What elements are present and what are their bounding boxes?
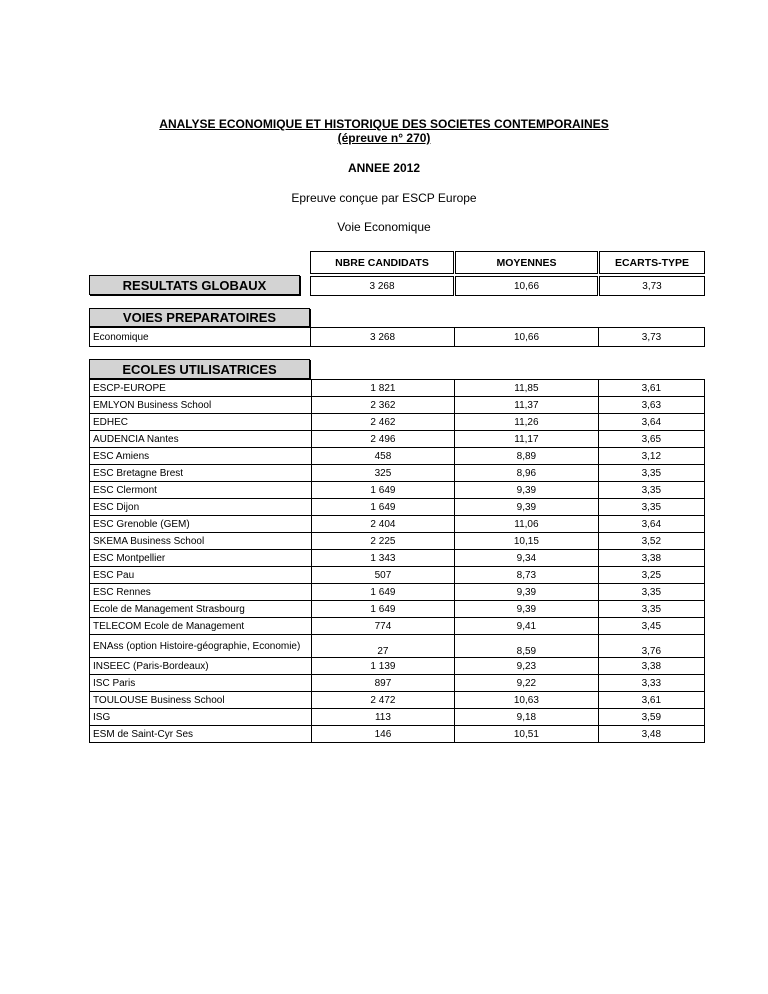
school-candidats: 2 404 <box>311 516 454 533</box>
school-ecart: 3,76 <box>598 635 704 658</box>
school-ecart: 3,64 <box>598 414 704 431</box>
school-candidats: 1 821 <box>311 380 454 397</box>
school-moyenne: 11,26 <box>455 414 598 431</box>
table-row <box>90 550 705 567</box>
school-ecart: 3,35 <box>598 601 704 618</box>
table-row <box>90 618 705 635</box>
school-candidats: 27 <box>311 635 454 658</box>
school-candidats: 774 <box>311 618 454 635</box>
table-row <box>90 635 705 658</box>
school-candidats: 325 <box>311 465 454 482</box>
school-ecart: 3,48 <box>598 726 704 743</box>
table-row <box>90 584 705 601</box>
school-moyenne: 11,85 <box>455 380 598 397</box>
voie-candidats: 3 268 <box>310 327 455 347</box>
global-ecart: 3,73 <box>599 276 705 296</box>
table-row <box>90 692 705 709</box>
school-moyenne: 11,17 <box>455 431 598 448</box>
school-ecart: 3,35 <box>598 465 704 482</box>
school-moyenne: 9,39 <box>455 499 598 516</box>
school-ecart: 3,25 <box>598 567 704 584</box>
school-moyenne: 8,73 <box>455 567 598 584</box>
table-row <box>90 567 705 584</box>
school-candidats: 1 649 <box>311 499 454 516</box>
voie-moyenne: 10,66 <box>454 327 599 347</box>
school-moyenne: 10,51 <box>455 726 598 743</box>
col-header-moyennes: MOYENNES <box>455 251 598 274</box>
school-name: ESC Pau <box>90 567 312 584</box>
voies-row <box>89 327 705 346</box>
school-name: INSEEC (Paris-Bordeaux) <box>90 658 312 675</box>
table-row <box>90 397 705 414</box>
school-ecart: 3,45 <box>598 618 704 635</box>
school-ecart: 3,35 <box>598 482 704 499</box>
school-name: ESC Clermont <box>90 482 312 499</box>
school-candidats: 2 496 <box>311 431 454 448</box>
school-ecart: 3,63 <box>598 397 704 414</box>
table-row <box>90 465 705 482</box>
school-ecart: 3,52 <box>598 533 704 550</box>
school-moyenne: 9,22 <box>455 675 598 692</box>
school-candidats: 1 649 <box>311 482 454 499</box>
school-candidats: 1 139 <box>311 658 454 675</box>
school-candidats: 897 <box>311 675 454 692</box>
school-ecart: 3,64 <box>598 516 704 533</box>
table-row <box>90 601 705 618</box>
school-moyenne: 9,39 <box>455 601 598 618</box>
school-candidats: 2 472 <box>311 692 454 709</box>
school-candidats: 458 <box>311 448 454 465</box>
table-row <box>90 414 705 431</box>
school-moyenne: 11,37 <box>455 397 598 414</box>
school-moyenne: 10,63 <box>455 692 598 709</box>
year-heading: ANNEE 2012 <box>347 161 421 175</box>
school-moyenne: 8,59 <box>455 635 598 658</box>
school-moyenne: 9,18 <box>455 709 598 726</box>
school-name: ESC Dijon <box>90 499 312 516</box>
school-name: Ecole de Management Strasbourg <box>90 601 312 618</box>
voie-ecart: 3,73 <box>598 327 705 347</box>
table-row <box>90 675 705 692</box>
school-moyenne: 9,41 <box>455 618 598 635</box>
school-candidats: 1 343 <box>311 550 454 567</box>
table-row <box>90 380 705 397</box>
section-label-global: RESULTATS GLOBAUX <box>89 275 300 295</box>
voie-line: Voie Economique <box>337 220 431 234</box>
table-row <box>90 482 705 499</box>
table-row <box>90 448 705 465</box>
school-name: ESC Montpellier <box>90 550 312 567</box>
global-candidats: 3 268 <box>310 276 454 296</box>
school-moyenne: 9,39 <box>455 482 598 499</box>
table-row <box>90 726 705 743</box>
school-name: AUDENCIA Nantes <box>90 431 312 448</box>
school-name: ESM de Saint-Cyr Ses <box>90 726 312 743</box>
school-name: TOULOUSE Business School <box>90 692 312 709</box>
school-ecart: 3,65 <box>598 431 704 448</box>
school-name: ESC Grenoble (GEM) <box>90 516 312 533</box>
global-moyenne: 10,66 <box>455 276 598 296</box>
school-moyenne: 8,96 <box>455 465 598 482</box>
school-ecart: 3,35 <box>598 499 704 516</box>
school-candidats: 1 649 <box>311 601 454 618</box>
school-name: ESC Amiens <box>90 448 312 465</box>
school-ecart: 3,38 <box>598 550 704 567</box>
school-moyenne: 9,39 <box>455 584 598 601</box>
school-name: TELECOM Ecole de Management <box>90 618 312 635</box>
school-moyenne: 9,34 <box>455 550 598 567</box>
exam-number: (épreuve n° 270) <box>337 131 431 145</box>
table-row <box>90 709 705 726</box>
table-row <box>90 499 705 516</box>
table-row <box>90 533 705 550</box>
table-row <box>90 431 705 448</box>
school-candidats: 146 <box>311 726 454 743</box>
col-header-ecarts: ECARTS-TYPE <box>599 251 705 274</box>
section-label-voies: VOIES PREPARATOIRES <box>89 308 310 327</box>
school-moyenne: 10,15 <box>455 533 598 550</box>
section-label-ecoles: ECOLES UTILISATRICES <box>89 359 310 379</box>
school-ecart: 3,38 <box>598 658 704 675</box>
school-name: ESCP-EUROPE <box>90 380 312 397</box>
school-candidats: 1 649 <box>311 584 454 601</box>
voie-name: Economique <box>89 327 311 347</box>
school-candidats: 2 462 <box>311 414 454 431</box>
col-header-candidats: NBRE CANDIDATS <box>310 251 454 274</box>
school-candidats: 2 362 <box>311 397 454 414</box>
table-row <box>90 516 705 533</box>
school-name: ISG <box>90 709 312 726</box>
school-name: EMLYON Business School <box>90 397 312 414</box>
school-ecart: 3,33 <box>598 675 704 692</box>
ecoles-table <box>89 379 705 743</box>
school-ecart: 3,59 <box>598 709 704 726</box>
school-candidats: 113 <box>311 709 454 726</box>
school-candidats: 2 225 <box>311 533 454 550</box>
school-name: SKEMA Business School <box>90 533 312 550</box>
school-moyenne: 8,89 <box>455 448 598 465</box>
school-candidats: 507 <box>311 567 454 584</box>
school-moyenne: 9,23 <box>455 658 598 675</box>
school-name: ESC Bretagne Brest <box>90 465 312 482</box>
school-ecart: 3,12 <box>598 448 704 465</box>
school-name: ENAss (option Histoire-géographie, Economie) <box>90 635 312 658</box>
designer-line: Epreuve conçue par ESCP Europe <box>291 191 477 205</box>
school-name: ESC Rennes <box>90 584 312 601</box>
school-name: EDHEC <box>90 414 312 431</box>
school-moyenne: 11,06 <box>455 516 598 533</box>
school-ecart: 3,35 <box>598 584 704 601</box>
school-ecart: 3,61 <box>598 380 704 397</box>
table-row <box>90 658 705 675</box>
page-title: ANALYSE ECONOMIQUE ET HISTORIQUE DES SOCIETES CONTEMPORAINES <box>159 117 609 131</box>
school-name: ISC Paris <box>90 675 312 692</box>
school-ecart: 3,61 <box>598 692 704 709</box>
